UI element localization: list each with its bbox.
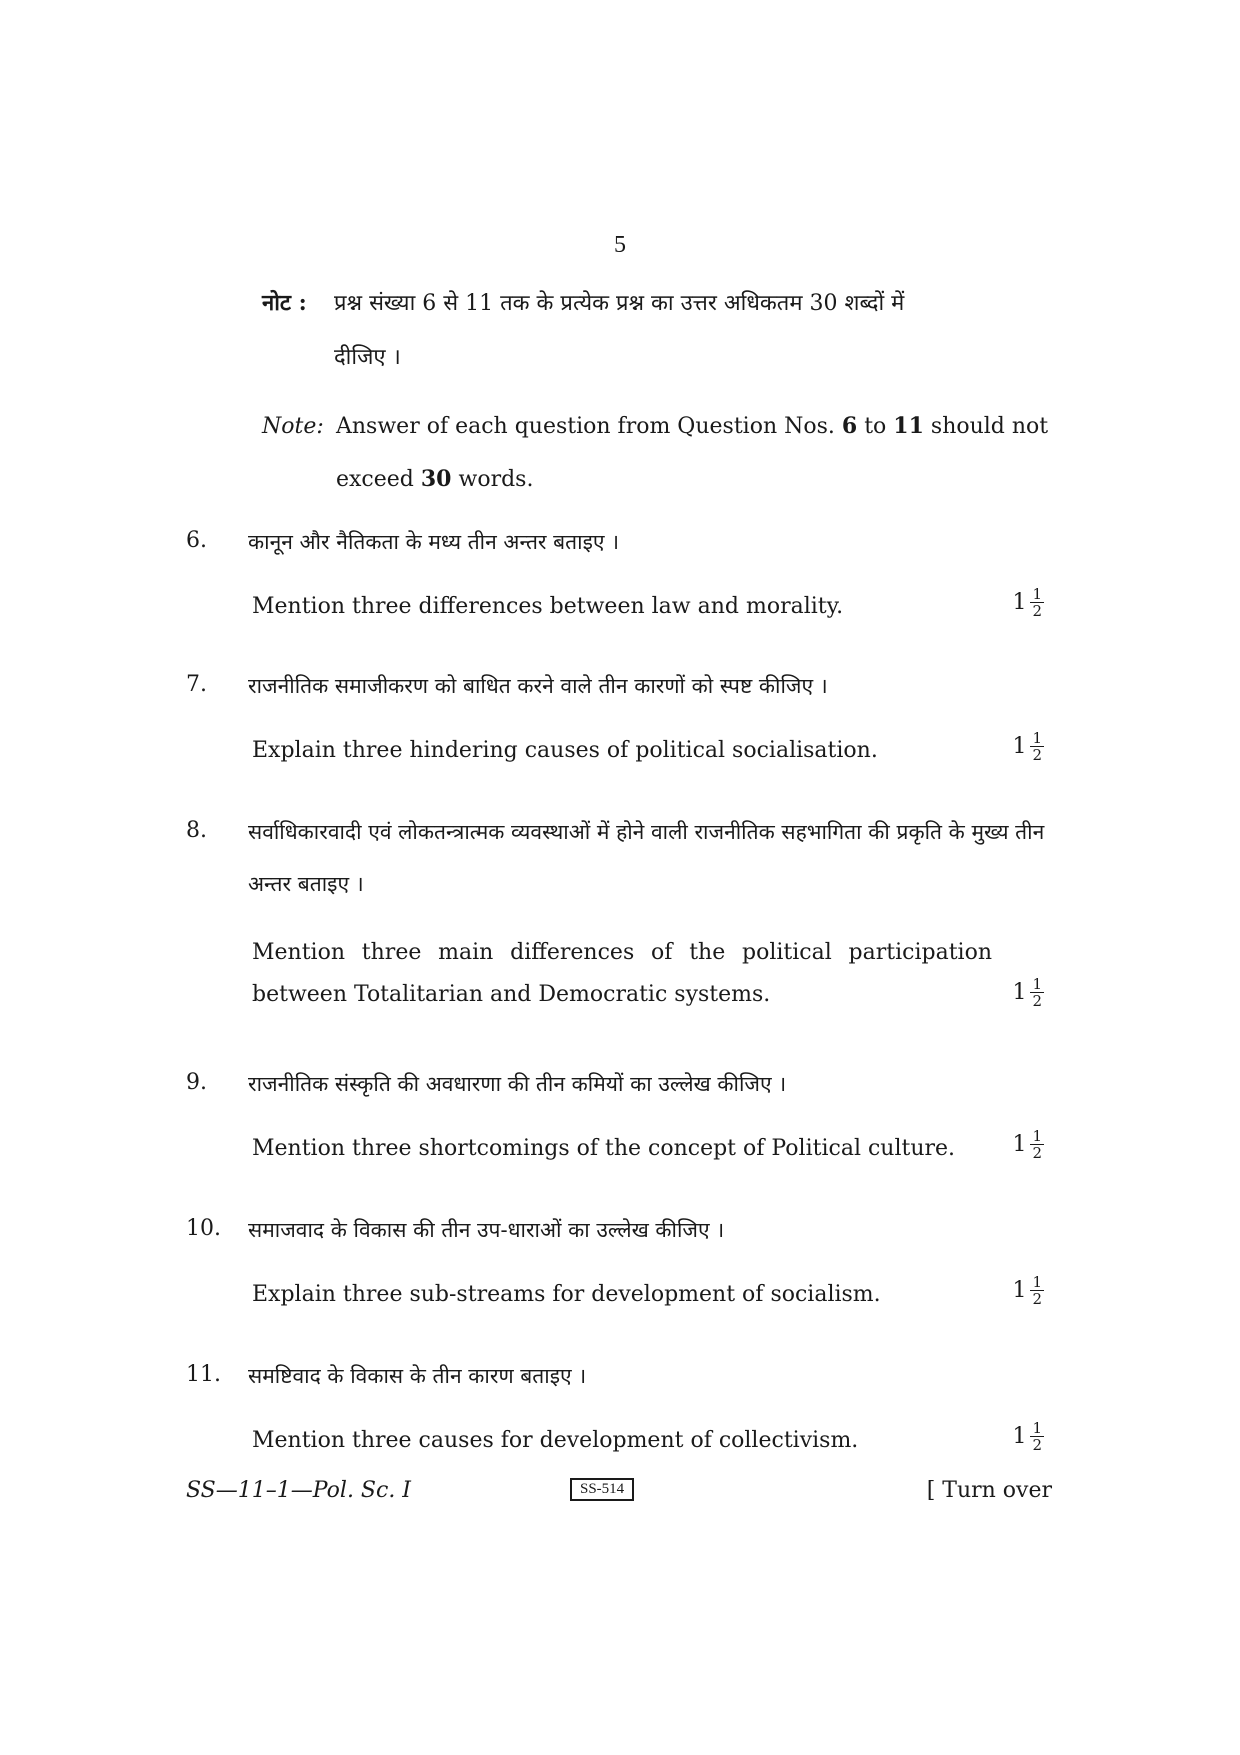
question-english-text: Mention three causes for development of collectivism. bbox=[252, 1428, 859, 1453]
question-hindi: राजनीतिक समाजीकरण को बाधित करने वाले तीन कारणों को स्पष्ट कीजिए । bbox=[248, 674, 828, 698]
question-hindi: सर्वाधिकारवादी एवं लोकतन्त्रात्मक व्यवस्थाओं में होने वाली राजनीतिक सहभागिता की प्रकृति के मुख्य तीन अन्तर बताइए । bbox=[248, 820, 1045, 896]
marks-whole: 1 bbox=[1012, 1424, 1027, 1449]
marks bbox=[1012, 1128, 1044, 1161]
marks-fraction bbox=[1030, 586, 1044, 619]
note-english-text: words. bbox=[451, 467, 534, 492]
marks-fraction bbox=[1030, 730, 1044, 763]
note-hindi-line2: दीजिए । bbox=[334, 345, 401, 370]
question-number: 7. bbox=[186, 672, 207, 697]
question-number: 9. bbox=[186, 1070, 207, 1095]
marks-denominator: 2 bbox=[1032, 992, 1042, 1010]
question-english bbox=[252, 932, 1052, 1016]
question-english bbox=[252, 1128, 1052, 1170]
marks-fraction bbox=[1030, 1128, 1044, 1161]
marks-denominator: 2 bbox=[1032, 746, 1042, 764]
question-number: 10. bbox=[186, 1216, 221, 1241]
question-english-text: Explain three hindering causes of political socialisation. bbox=[252, 738, 878, 763]
marks-numerator: 1 bbox=[1032, 1273, 1042, 1291]
note-english-num: 11 bbox=[893, 413, 924, 439]
question-english bbox=[252, 1274, 1052, 1316]
marks bbox=[1012, 1274, 1044, 1307]
question-english bbox=[252, 1420, 1052, 1462]
question-english-text: Mention three shortcomings of the concept of Political culture. bbox=[252, 1136, 956, 1161]
marks bbox=[1012, 586, 1044, 619]
question-number: 8. bbox=[186, 818, 207, 843]
turn-over-text: [ Turn over bbox=[926, 1478, 1052, 1503]
note-english-label: Note: bbox=[262, 414, 324, 439]
note-english-num: 30 bbox=[420, 466, 452, 492]
marks-denominator: 2 bbox=[1032, 602, 1042, 620]
note-hindi-line1: प्रश्न संख्या 6 से 11 तक के प्रत्येक प्रश्न का उत्तर अधिकतम 30 शब्दों में bbox=[334, 291, 905, 316]
marks-denominator: 2 bbox=[1032, 1436, 1042, 1454]
question-number: 6. bbox=[186, 528, 207, 553]
marks-whole: 1 bbox=[1012, 980, 1027, 1005]
marks-fraction bbox=[1030, 976, 1044, 1009]
marks-numerator: 1 bbox=[1032, 1127, 1042, 1145]
marks-fraction bbox=[1030, 1274, 1044, 1307]
marks-whole: 1 bbox=[1012, 1132, 1027, 1157]
paper-code: SS—11–1—Pol. Sc. I bbox=[186, 1478, 411, 1503]
marks bbox=[1012, 976, 1044, 1009]
marks-numerator: 1 bbox=[1032, 729, 1042, 747]
question-hindi: समष्टिवाद के विकास के तीन कारण बताइए । bbox=[248, 1364, 587, 1388]
note-english-line2 bbox=[262, 453, 1052, 506]
note-hindi bbox=[262, 276, 1052, 385]
question-english bbox=[252, 730, 1052, 772]
marks-numerator: 1 bbox=[1032, 585, 1042, 603]
marks-fraction bbox=[1030, 1420, 1044, 1453]
note-english-text: exceed bbox=[336, 467, 421, 492]
note-english-text: to bbox=[857, 414, 894, 439]
marks-numerator: 1 bbox=[1032, 975, 1042, 993]
marks-whole: 1 bbox=[1012, 590, 1027, 615]
marks bbox=[1012, 730, 1044, 763]
question-hindi: समाजवाद के विकास की तीन उप-धाराओं का उल्लेख कीजिए । bbox=[248, 1218, 725, 1242]
note-english-text: should not bbox=[923, 414, 1049, 439]
marks-numerator: 1 bbox=[1032, 1419, 1042, 1437]
note-english bbox=[262, 400, 1052, 506]
note-english-text: Answer of each question from Question Nos. bbox=[336, 414, 842, 439]
marks-denominator: 2 bbox=[1032, 1144, 1042, 1162]
question-english-text: Mention three main differences of the political participation between Totalitarian and Democratic systems. bbox=[252, 940, 992, 1007]
question-english-text: Mention three differences between law and morality. bbox=[252, 594, 844, 619]
note-hindi-label: नोट : bbox=[262, 290, 307, 316]
question-number: 11. bbox=[186, 1362, 221, 1387]
question-english bbox=[252, 586, 1052, 628]
marks-whole: 1 bbox=[1012, 1278, 1027, 1303]
question-hindi: राजनीतिक संस्कृति की अवधारणा की तीन कमियों का उल्लेख कीजिए । bbox=[248, 1072, 787, 1096]
marks-whole: 1 bbox=[1012, 734, 1027, 759]
question-hindi: कानून और नैतिकता के मध्य तीन अन्तर बताइए । bbox=[248, 530, 620, 554]
marks-denominator: 2 bbox=[1032, 1290, 1042, 1308]
question-english-text: Explain three sub-streams for development of socialism. bbox=[252, 1282, 881, 1307]
paper-id-box: SS-514 bbox=[570, 1478, 634, 1501]
marks bbox=[1012, 1420, 1044, 1453]
page-number: 5 bbox=[614, 232, 626, 258]
note-english-num: 6 bbox=[841, 413, 858, 439]
